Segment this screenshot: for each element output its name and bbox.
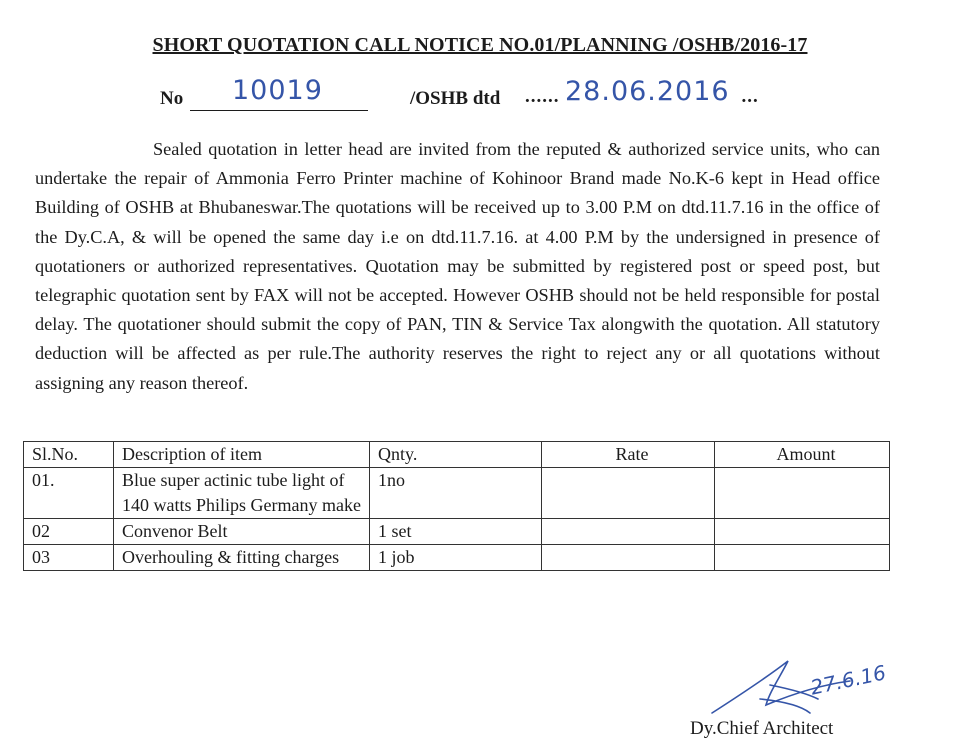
notice-body [35, 135, 880, 398]
header-rate: Rate [542, 442, 715, 468]
cell-quantity: 1 job [370, 545, 542, 571]
cell-quantity: 1 set [370, 519, 542, 545]
reference-date-handwritten: 28.06.2016 [565, 76, 730, 107]
cell-description: Overhouling & fitting charges [114, 545, 370, 571]
cell-sl-no: 01. [24, 468, 114, 519]
cell-amount [715, 519, 890, 545]
cell-sl-no: 02 [24, 519, 114, 545]
header-description: Description of item [114, 442, 370, 468]
dots-after: ... [741, 86, 759, 107]
cell-amount [715, 468, 890, 519]
table-row [24, 545, 890, 571]
cell-quantity: 1no [370, 468, 542, 519]
table-row [24, 519, 890, 545]
signatory-designation: Dy.Chief Architect [690, 718, 834, 739]
cell-rate [542, 519, 715, 545]
items-table [23, 441, 890, 571]
table-row [24, 468, 890, 519]
cell-amount [715, 545, 890, 571]
header-amount: Amount [715, 442, 890, 468]
reference-number-handwritten: 10019 [232, 75, 323, 106]
dots-before: ...... [525, 86, 560, 107]
cell-rate [542, 468, 715, 519]
cell-description: Convenor Belt [114, 519, 370, 545]
cell-rate [542, 545, 715, 571]
reference-no-label: No [160, 88, 184, 109]
reference-no-underline [190, 110, 368, 111]
reference-oshb-label: /OSHB dtd [410, 88, 501, 109]
header-sl-no: Sl.No. [24, 442, 114, 468]
reference-line [160, 75, 800, 112]
notice-paragraph: Sealed quotation in letter head are invited from the reputed & authorized service units, who can undertake the repair of Ammonia Ferro Printer machine of Kohinoor Brand made No.K-6 kept in Head office Building of OSHB at Bhubaneswar.The quotations will be received up to 3.00 P.M on dtd.11.7.16 in the office of the Dy.C.A, & will be opened the same day i.e on dtd.11.7.16. at 4.00 P.M by the undersigned in presence of quotationers or authorized representatives. Quotation may be submitted by registered post or speed post, but telegraphic quotation sent by FAX will not be accepted. However OSHB should not be held responsible for postal delay. The quotationer should submit the copy of PAN, TIN & Service Tax alongwith the quotation. All statutory deduction will be affected as per rule.The authority reserves the right to reject any or all quotations without assigning any reason thereof. [35, 139, 880, 393]
cell-description: Blue super actinic tube light of 140 watts Philips Germany make [114, 468, 370, 519]
header-quantity: Qnty. [370, 442, 542, 468]
signature-date-handwritten: 27.6.16 [808, 660, 889, 700]
table-header-row [24, 442, 890, 468]
notice-title: SHORT QUOTATION CALL NOTICE NO.01/PLANNING /OSHB/2016-17 [152, 34, 808, 56]
cell-sl-no: 03 [24, 545, 114, 571]
